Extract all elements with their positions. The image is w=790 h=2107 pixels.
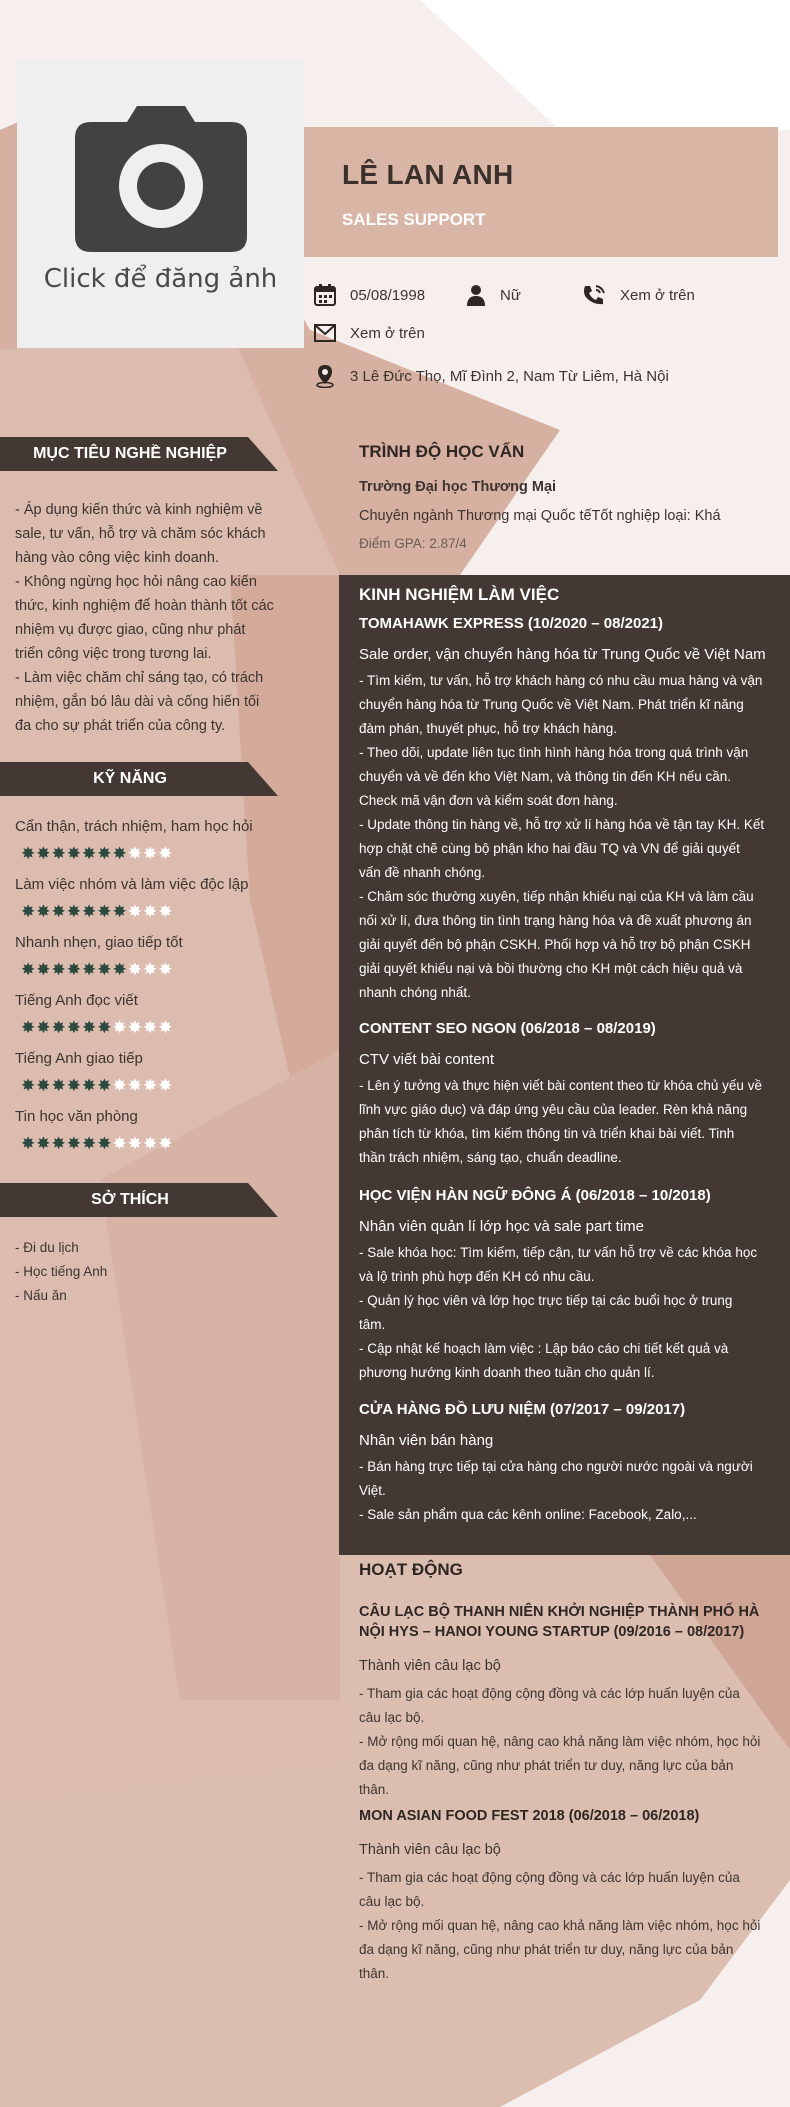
- job-entry: [359, 615, 775, 1005]
- star-filled-icon: ✸: [97, 1076, 112, 1095]
- email-row: [314, 324, 425, 342]
- skill-rating: [21, 903, 277, 920]
- activity-description: [359, 1682, 774, 1802]
- text-line: chuyển và về đến kho Việt Nam, và thông tin đến KH nếu cần.: [359, 769, 731, 784]
- text-line: nối xử lí, đưa thông tin tình trạng hàng hóa và đề xuất phương án: [359, 913, 752, 928]
- text-line: - Tìm kiếm, tư vấn, hỗ trợ khách hàng có nhu cầu mua hàng và vận: [359, 673, 763, 688]
- job-company: CONTENT SEO NGON (06/2018 – 08/2019): [359, 1020, 656, 1037]
- text-line: - Cập nhật kế hoạch làm việc : Lập báo cáo chi tiết kết quả và: [359, 1341, 729, 1356]
- star-empty-icon: ✸: [143, 960, 158, 979]
- text-line: phương hướng kinh doanh theo tuần cho quản lí.: [359, 1365, 655, 1380]
- job-description: [359, 669, 775, 1005]
- text-line: đa dạng kĩ năng, cũng như phát triển tư duy, năng lực của bản: [359, 1942, 734, 1957]
- star-filled-icon: ✸: [82, 1018, 97, 1037]
- objective-title: MỤC TIÊU NGHỀ NGHIỆP: [33, 445, 227, 462]
- activities-title: HOẠT ĐỘNG: [359, 1560, 463, 1579]
- text-line: hợp chặt chẽ cùng bộ phận kho hai đầu TQ và VN để giải quyết: [359, 841, 740, 856]
- skill-label: Nhanh nhẹn, giao tiếp tốt: [15, 934, 183, 951]
- star-empty-icon: ✸: [112, 1134, 127, 1153]
- job-description: [359, 1074, 775, 1170]
- star-empty-icon: ✸: [143, 1018, 158, 1037]
- star-filled-icon: ✸: [82, 960, 97, 979]
- star-empty-icon: ✸: [158, 960, 173, 979]
- text-line: lĩnh vực giáo dục) và đáp ứng yêu cầu của leader. Rèn khả năng: [359, 1102, 748, 1117]
- activity-name: CÂU LẠC BỘ THANH NIÊN KHỞI NGHIỆP THÀNH PHỐ HÀ NỘI HYS – HANOI YOUNG STARTUP (09/2016 – 08/2017): [359, 1604, 760, 1640]
- star-filled-icon: ✸: [36, 1134, 51, 1153]
- skill-rating: [21, 845, 277, 862]
- job-position: Nhân viên quản lí lớp học và sale part time: [359, 1218, 644, 1235]
- skill-rating: [21, 1135, 277, 1152]
- star-empty-icon: ✸: [158, 844, 173, 863]
- activities-section: [359, 1560, 774, 1986]
- job-company: CỬA HÀNG ĐỒ LƯU NIỆM (07/2017 – 09/2017): [359, 1401, 686, 1418]
- education-section: [359, 442, 774, 551]
- skill-label: Làm việc nhóm và làm việc độc lập: [15, 876, 249, 893]
- skill-item: [15, 992, 277, 1036]
- skill-label: Tin học văn phòng: [15, 1108, 138, 1125]
- star-filled-icon: ✸: [36, 902, 51, 921]
- text-line: thân.: [359, 1782, 390, 1797]
- job-entry: [359, 1187, 775, 1385]
- star-empty-icon: ✸: [158, 902, 173, 921]
- star-empty-icon: ✸: [127, 1134, 142, 1153]
- skill-label: Cẩn thận, trách nhiệm, ham học hỏi: [15, 818, 253, 835]
- activity-name: MON ASIAN FOOD FEST 2018 (06/2018 – 06/2018): [359, 1808, 700, 1824]
- gender-row: [466, 284, 521, 306]
- education-major: Chuyên ngành Thương mại Quốc tếTốt nghiệp loại: Khá: [359, 508, 721, 524]
- star-filled-icon: ✸: [82, 902, 97, 921]
- text-line: - Quản lý học viên và lớp học trực tiếp tại các buổi học ở trung: [359, 1293, 733, 1308]
- school-name: Trường Đại học Thương Mại: [359, 479, 557, 495]
- activity-role: Thành viên câu lạc bộ: [359, 1658, 501, 1674]
- text-line: đàm phán, thuyết phục, hỗ trợ khách hàng.: [359, 721, 618, 736]
- star-empty-icon: ✸: [127, 1076, 142, 1095]
- address-row: [314, 364, 669, 388]
- education-gpa: Điểm GPA: 2.87/4: [359, 536, 467, 551]
- text-line: vấn đề nhanh chóng.: [359, 865, 486, 880]
- text-line: - Tham gia các hoạt động cộng đồng và các lớp huấn luyện của: [359, 1686, 740, 1701]
- phone-row: [582, 284, 695, 306]
- star-empty-icon: ✸: [143, 1076, 158, 1095]
- job-title: SALES SUPPORT: [342, 210, 486, 229]
- skills-header: [0, 762, 278, 796]
- star-filled-icon: ✸: [21, 960, 36, 979]
- star-empty-icon: ✸: [158, 1018, 173, 1037]
- star-filled-icon: ✸: [82, 844, 97, 863]
- gender-value: Nữ: [500, 286, 521, 304]
- text-line: - Update thông tin hàng về, hỗ trợ xử lí hàng hóa về tận tay KH. Kết: [359, 817, 765, 832]
- hobbies-title: SỞ THÍCH: [91, 1191, 169, 1208]
- photo-upload[interactable]: [17, 60, 304, 348]
- objective-text: - Áp dụng kiến thức và kinh nghiệm về sale, tư vấn, hỗ trợ và chăm sóc khách hàng vào công việc kinh doanh. - Không ngừng học hỏi nâng cao kiến thức, kinh nghiệm để hoàn thành tốt các nhiệm vụ được giao, cũng như phát triển công việc trong tương lai. - Làm việc chăm chỉ sáng tạo, có trách nhiệm, gắn bó lâu dài và cống hiến tối đa cho sự phát triển của công ty.: [15, 502, 274, 734]
- photo-caption: Click để đăng ảnh: [43, 264, 278, 294]
- skill-item: [15, 876, 277, 920]
- star-empty-icon: ✸: [143, 844, 158, 863]
- envelope-icon: [314, 324, 336, 342]
- star-filled-icon: ✸: [21, 1076, 36, 1095]
- star-empty-icon: ✸: [127, 902, 142, 921]
- dob-row: [314, 284, 425, 306]
- star-filled-icon: ✸: [97, 1134, 112, 1153]
- text-line: đa dạng kĩ năng, cũng như phát triển tư duy, năng lực của bản: [359, 1758, 734, 1773]
- phone-icon: [582, 284, 606, 306]
- activity-role: Thành viên câu lạc bộ: [359, 1842, 501, 1858]
- hobbies-list: [15, 1236, 107, 1308]
- text-line: Việt.: [359, 1483, 386, 1498]
- star-filled-icon: ✸: [36, 1018, 51, 1037]
- job-entry: [359, 1020, 775, 1170]
- star-filled-icon: ✸: [51, 1018, 66, 1037]
- job-position: Sale order, vận chuyển hàng hóa từ Trung Quốc về Việt Nam: [359, 646, 766, 663]
- text-line: - Mở rộng mối quan hệ, nâng cao khả năng làm việc nhóm, học hỏi: [359, 1734, 761, 1749]
- activity-description: [359, 1866, 774, 1986]
- skill-rating: [21, 1019, 277, 1036]
- job-company: HỌC VIỆN HÀN NGỮ ĐÔNG Á (06/2018 – 10/2018): [359, 1187, 711, 1204]
- star-filled-icon: ✸: [112, 844, 127, 863]
- job-entry: [359, 1401, 775, 1527]
- name-banner: [304, 127, 778, 257]
- star-filled-icon: ✸: [97, 844, 112, 863]
- dob-value: 05/08/1998: [350, 286, 426, 304]
- star-filled-icon: ✸: [21, 844, 36, 863]
- skill-label: Tiếng Anh đọc viết: [15, 992, 138, 1009]
- camera-icon: [75, 102, 247, 252]
- phone-value: Xem ở trên: [620, 286, 695, 304]
- objective-header: [0, 437, 278, 471]
- star-filled-icon: ✸: [36, 1076, 51, 1095]
- text-line: - Chăm sóc thường xuyên, tiếp nhận khiếu nại của KH và làm cầu: [359, 889, 754, 904]
- hobby-item: - Nấu ăn: [15, 1288, 67, 1303]
- star-filled-icon: ✸: [66, 902, 81, 921]
- star-filled-icon: ✸: [21, 1134, 36, 1153]
- text-line: chuyển hàng hóa từ Trung Quốc về Việt Nam. Phát triển kĩ năng: [359, 697, 744, 712]
- text-line: thần trách nhiệm, sáng tạo, chuẩn deadline.: [359, 1150, 622, 1165]
- star-filled-icon: ✸: [97, 1018, 112, 1037]
- text-line: giải quyết khiếu nại và bồi thường cho KH một cách hiệu quả và: [359, 961, 743, 976]
- star-filled-icon: ✸: [51, 1134, 66, 1153]
- star-filled-icon: ✸: [112, 902, 127, 921]
- star-filled-icon: ✸: [82, 1134, 97, 1153]
- text-line: - Tham gia các hoạt động cộng đồng và các lớp huấn luyện của: [359, 1870, 740, 1885]
- job-description: [359, 1455, 775, 1527]
- star-filled-icon: ✸: [21, 902, 36, 921]
- experience-section: [339, 575, 790, 1555]
- email-value: Xem ở trên: [350, 324, 425, 342]
- hobby-item: - Học tiếng Anh: [15, 1264, 108, 1279]
- skill-item: [15, 1050, 277, 1094]
- skill-label: Tiếng Anh giao tiếp: [15, 1050, 143, 1067]
- text-line: - Theo dõi, update liên tục tình hình hàng hóa trong quá trình vận: [359, 745, 749, 760]
- text-line: câu lạc bộ.: [359, 1710, 425, 1725]
- text-line: Check mã vận đơn và kiểm soát đơn hàng.: [359, 793, 618, 808]
- star-filled-icon: ✸: [66, 844, 81, 863]
- location-icon: [314, 364, 336, 388]
- text-line: tâm.: [359, 1317, 386, 1332]
- activity-entry: [359, 1602, 774, 1802]
- text-line: - Mở rộng mối quan hệ, nâng cao khả năng làm việc nhóm, học hỏi: [359, 1918, 761, 1933]
- star-empty-icon: ✸: [127, 1018, 142, 1037]
- activity-entry: [359, 1806, 774, 1986]
- star-empty-icon: ✸: [143, 1134, 158, 1153]
- text-line: - Lên ý tưởng và thực hiện viết bài content theo từ khóa chủ yếu về: [359, 1078, 762, 1093]
- skill-rating: [21, 961, 277, 978]
- skill-rating: [21, 1077, 277, 1094]
- star-empty-icon: ✸: [112, 1076, 127, 1095]
- text-line: nhanh chóng nhất.: [359, 985, 471, 1000]
- star-empty-icon: ✸: [127, 960, 142, 979]
- job-description: [359, 1241, 775, 1385]
- hobbies-header: [0, 1183, 278, 1217]
- star-filled-icon: ✸: [66, 1018, 81, 1037]
- calendar-icon: [314, 284, 336, 306]
- user-icon: [466, 284, 486, 306]
- text-line: phân tích từ khóa, tìm kiếm thông tin và triển khai bài viết. Tinh: [359, 1126, 735, 1141]
- star-filled-icon: ✸: [112, 960, 127, 979]
- star-filled-icon: ✸: [36, 960, 51, 979]
- job-company: TOMAHAWK EXPRESS (10/2020 – 08/2021): [359, 615, 664, 632]
- education-title: TRÌNH ĐỘ HỌC VẤN: [359, 442, 525, 461]
- star-filled-icon: ✸: [66, 960, 81, 979]
- hobby-item: - Đi du lịch: [15, 1240, 79, 1255]
- text-line: câu lạc bộ.: [359, 1894, 425, 1909]
- star-filled-icon: ✸: [51, 844, 66, 863]
- text-line: - Sale khóa học: Tìm kiếm, tiếp cận, tư vấn hỗ trợ về các khóa học: [359, 1245, 758, 1260]
- experience-title: KINH NGHIỆM LÀM VIỆC: [359, 585, 560, 604]
- star-filled-icon: ✸: [51, 902, 66, 921]
- star-filled-icon: ✸: [66, 1134, 81, 1153]
- job-position: CTV viết bài content: [359, 1051, 495, 1068]
- text-line: - Bán hàng trực tiếp tại cửa hàng cho người nước ngoài và người: [359, 1459, 753, 1474]
- text-line: giải quyết đến bộ phận CSKH. Phối hợp và hỗ trợ bộ phận CSKH: [359, 937, 751, 952]
- star-filled-icon: ✸: [66, 1076, 81, 1095]
- star-filled-icon: ✸: [51, 960, 66, 979]
- star-empty-icon: ✸: [158, 1076, 173, 1095]
- text-line: - Sale sản phẩm qua các kênh online: Facebook, Zalo,...: [359, 1507, 697, 1522]
- address-value: 3 Lê Đức Thọ, Mĩ Đình 2, Nam Từ Liêm, Hà Nội: [350, 367, 669, 385]
- star-filled-icon: ✸: [82, 1076, 97, 1095]
- star-empty-icon: ✸: [127, 844, 142, 863]
- star-empty-icon: ✸: [158, 1134, 173, 1153]
- skills-title: KỸ NĂNG: [93, 770, 167, 787]
- text-line: và lộ trình phù hợp đến KH có nhu cầu.: [359, 1269, 595, 1284]
- skill-item: [15, 1108, 277, 1152]
- star-empty-icon: ✸: [143, 902, 158, 921]
- star-filled-icon: ✸: [97, 902, 112, 921]
- text-line: thân.: [359, 1966, 390, 1981]
- star-empty-icon: ✸: [112, 1018, 127, 1037]
- skill-item: [15, 934, 277, 978]
- star-filled-icon: ✸: [21, 1018, 36, 1037]
- full-name: LÊ LAN ANH: [342, 159, 514, 190]
- job-position: Nhân viên bán hàng: [359, 1432, 494, 1449]
- star-filled-icon: ✸: [97, 960, 112, 979]
- star-filled-icon: ✸: [36, 844, 51, 863]
- skill-item: [15, 818, 277, 862]
- star-filled-icon: ✸: [51, 1076, 66, 1095]
